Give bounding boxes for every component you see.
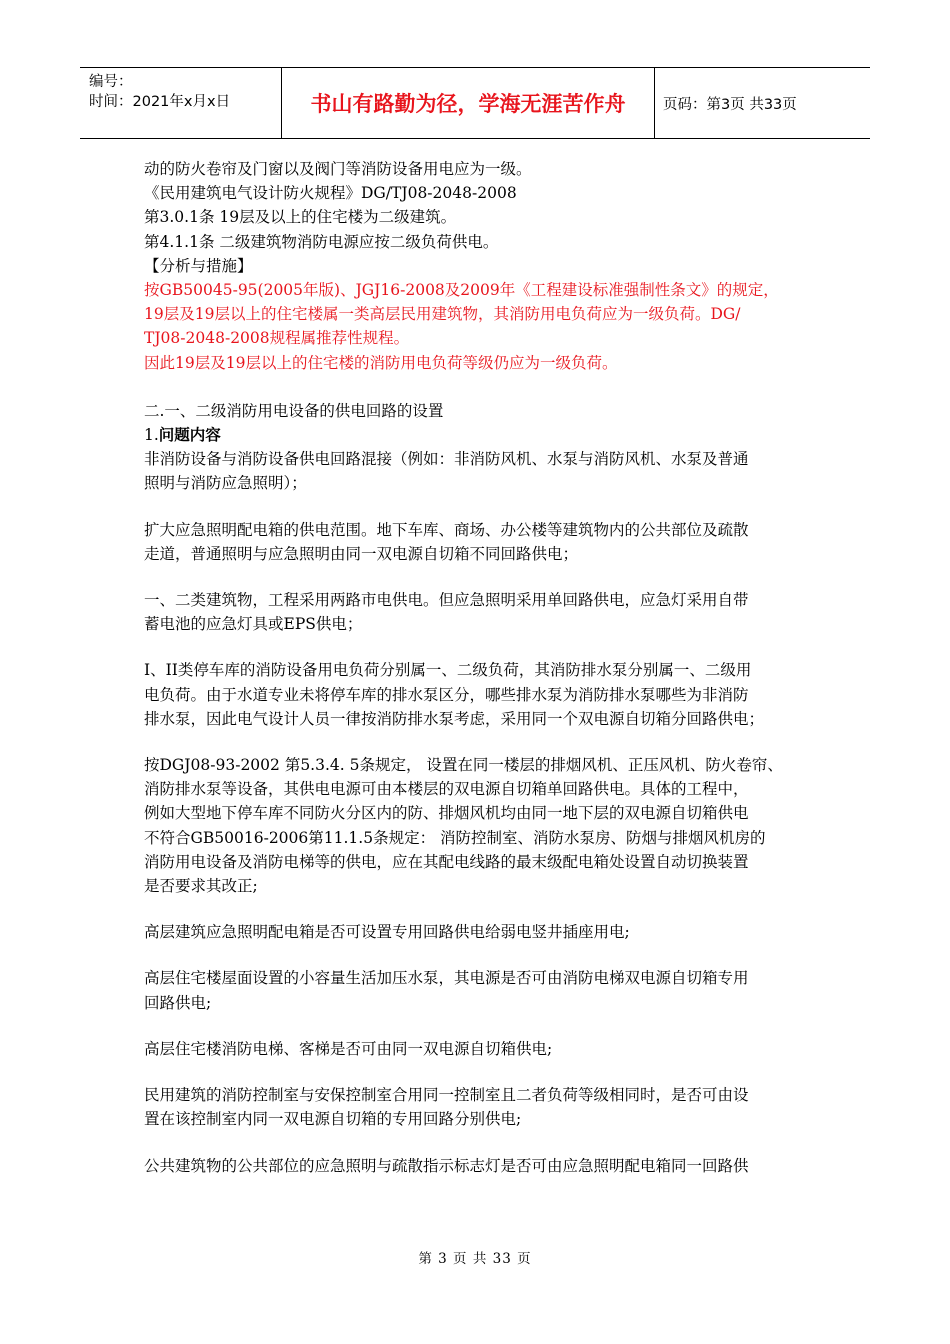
analysis-line: 按GB50045-95(2005年版)、JGJ16-2008及2009年《工程建设标准强制性条文》的规定， — [144, 281, 779, 300]
subsection-title — [144, 423, 824, 447]
paragraph: 排水泵，因此电气设计人员一律按消防排水泵考虑，采用同一个双电源自切箱分回路供电； — [144, 709, 765, 728]
paragraph: 高层住宅楼屋面设置的小容量生活加压水泵，其电源是否可由消防电梯双电源自切箱专用 — [144, 969, 749, 988]
document-body — [144, 157, 824, 1178]
number-label: 编号： — [89, 74, 133, 90]
paragraph: I、II类停车库的消防设备用电负荷分别属一、二级负荷，其消防排水泵分别属一、二级用 — [144, 661, 752, 680]
paragraph: 蓄电池的应急灯具或EPS供电； — [144, 615, 363, 634]
paragraph: 高层建筑应急照明配电箱是否可设置专用回路供电给弱电竖井插座用电; — [144, 923, 630, 942]
analysis-line: 因此19层及19层以上的住宅楼的消防用电负荷等级仍应为一级负荷。 — [144, 353, 618, 372]
analysis-line: TJ08-2048-2008规程属推荐性规程。 — [144, 329, 410, 348]
paragraph: 按DGJ08-93-2002 第5.3.4. 5条规定， 设置在同一楼层的排烟风机、正压风机、防火卷帘、 — [144, 756, 783, 775]
page-footer: 第 3 页 共 33 页 — [418, 1251, 532, 1267]
paragraph: 非消防设备与消防设备供电回路混接（例如：非消防风机、水泵与消防风机、水泵及普通 — [144, 450, 749, 469]
analysis-line: 19层及19层以上的住宅楼属一类高层民用建筑物，其消防用电负荷应为一级负荷。DG/ — [144, 305, 741, 324]
paragraph: 第3.0.1条 19层及以上的住宅楼为二级建筑。 — [144, 208, 457, 227]
paragraph: 高层住宅楼消防电梯、客梯是否可由同一双电源自切箱供电; — [144, 1039, 553, 1058]
subsection-label: 问题内容 — [158, 425, 221, 445]
paragraph: 民用建筑的消防控制室与安保控制室合用同一控制室且二者负荷等级相同时，是否可由设 — [144, 1086, 749, 1105]
paragraph: 公共建筑物的公共部位的应急照明与疏散指示标志灯是否可由应急照明配电箱同一回路供 — [144, 1156, 749, 1175]
page-label: 页码：第3页 共33页 — [663, 96, 797, 113]
paragraph: 回路供电; — [144, 993, 212, 1012]
paragraph: 不符合GB50016-2006第11.1.5条规定： 消防控制室、消防水泵房、防烟与排烟风机房的 — [144, 828, 766, 847]
paragraph: 例如大型地下停车库不同防火分区内的防、排烟风机均由同一地下层的双电源自切箱供电 — [144, 804, 749, 823]
paragraph: 置在该控制室内同一双电源自切箱的专用回路分别供电; — [144, 1110, 522, 1129]
section-heading: 【分析与措施】 — [144, 256, 253, 275]
paragraph: 第4.1.1条 二级建筑物消防电源应按二级负荷供电。 — [144, 232, 499, 251]
time-label: 时间：2021年x月x日 — [89, 94, 231, 110]
paragraph: 消防用电设备及消防电梯等的供电，应在其配电线路的最末级配电箱处设置自动切换装置 — [144, 852, 749, 871]
paragraph: 照明与消防应急照明）； — [144, 474, 307, 493]
paragraph: 消防排水泵等设备，其供电电源可由本楼层的双电源自切箱单回路供电。具体的工程中， — [144, 780, 749, 799]
paragraph: 一、二类建筑物，工程采用两路市电供电。但应急照明采用单回路供电，应急灯采用自带 — [144, 591, 749, 610]
paragraph: 《民用建筑电气设计防火规程》DG/TJ08-2048-2008 — [144, 184, 517, 203]
paragraph: 扩大应急照明配电箱的供电范围。地下车库、商场、办公楼等建筑物内的公共部位及疏散 — [144, 520, 749, 539]
paragraph: 是否要求其改正; — [144, 877, 258, 896]
subsection-number: 1. — [144, 426, 159, 445]
header-meta — [80, 68, 282, 138]
header-table — [80, 67, 870, 139]
paragraph: 走道，普通照明与应急照明由同一双电源自切箱不同回路供电； — [144, 544, 579, 563]
section-title: 二.一、二级消防用电设备的供电回路的设置 — [144, 401, 444, 420]
paragraph: 动的防火卷帘及门窗以及阀门等消防设备用电应为一级。 — [144, 160, 532, 178]
paragraph: 电负荷。由于水道专业未将停车库的排水泵区分，哪些排水泵为消防排水泵哪些为非消防 — [144, 685, 749, 704]
motto: 书山有路勤为径，学海无涯苦作舟 — [282, 68, 655, 138]
